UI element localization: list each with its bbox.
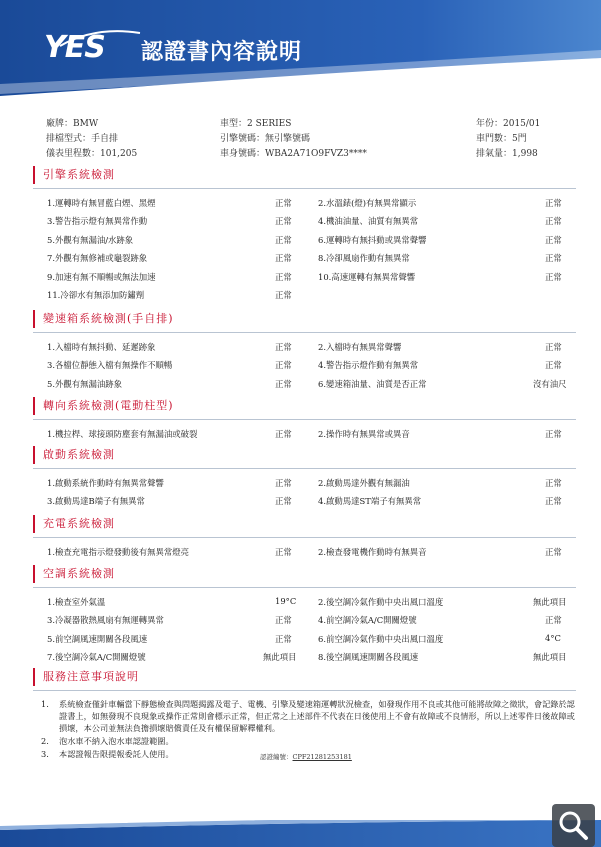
check-item: 5.外觀有無漏油跡象 xyxy=(47,378,122,389)
check-item: 4.機油油量、油質有無異常 xyxy=(318,216,419,227)
check-row xyxy=(33,359,576,377)
check-status: 無此項目 xyxy=(533,597,567,607)
check-item: 6.變速箱油量、油質是否正常 xyxy=(318,378,427,389)
section-title: 啟動系統檢測 xyxy=(43,448,115,461)
check-item: 1.檢查充電指示燈發動後有無異常燈亮 xyxy=(47,547,189,557)
check-status: 正常 xyxy=(275,342,292,352)
check-row xyxy=(33,234,576,252)
check-item: 2.檢查發電機作動時有無異音 xyxy=(318,547,427,557)
note-item xyxy=(41,698,576,734)
check-item: 6.運轉時有無抖動或異常聲響 xyxy=(318,234,427,245)
note-text: 本認證報告限提報委託人使用。 xyxy=(59,749,174,759)
charging-section xyxy=(33,515,576,557)
check-status: 正常 xyxy=(545,360,562,371)
section-title: 服務注意事項說明 xyxy=(43,670,139,683)
section-divider xyxy=(33,587,576,588)
check-item: 1.運轉時有無冒藍白煙、黑煙 xyxy=(47,198,156,208)
ac-section xyxy=(33,565,576,663)
check-row xyxy=(33,378,576,396)
check-item: 3.警告指示燈有無異常作動 xyxy=(47,216,148,227)
check-item: 4.啟動馬達ST端子有無異常 xyxy=(318,496,422,507)
section-divider xyxy=(33,188,576,189)
note-text: 泡水車不納入泡水車認證範圍。 xyxy=(59,736,174,746)
check-status: 正常 xyxy=(545,253,562,264)
check-row xyxy=(33,428,576,446)
section-divider xyxy=(33,690,576,691)
check-item: 8.後空調風速開關各段風速 xyxy=(318,652,419,663)
check-row xyxy=(33,341,576,359)
zoom-icon[interactable] xyxy=(552,804,595,847)
section-title: 引擎系統檢測 xyxy=(43,168,115,181)
check-status: 無此項目 xyxy=(533,652,567,663)
engine-no-field: 引擎號碼：無引擎號碼 xyxy=(220,134,311,144)
check-row xyxy=(33,614,576,632)
check-row xyxy=(33,633,576,651)
check-item: 8.冷卻風扇作動有無異常 xyxy=(318,253,410,264)
section-title: 轉向系統檢測(電動柱型) xyxy=(43,399,174,412)
check-status: 無此項目 xyxy=(263,652,297,663)
check-row xyxy=(33,495,576,513)
brand-logo: YES xyxy=(44,30,105,65)
check-item: 2.水溫錶(燈)有無異常顯示 xyxy=(318,198,417,208)
check-status: 正常 xyxy=(275,378,292,389)
doors-field: 車門數：5門 xyxy=(476,134,527,144)
check-item: 10.高速運轉有無異常聲響 xyxy=(318,271,416,282)
check-status: 正常 xyxy=(275,496,292,507)
check-status: 正常 xyxy=(275,615,292,626)
check-status: 正常 xyxy=(275,198,292,208)
note-number: 2. xyxy=(41,736,49,746)
check-status: 正常 xyxy=(545,234,562,245)
check-row xyxy=(33,477,576,495)
check-status: 正常 xyxy=(545,478,562,488)
check-status: 正常 xyxy=(545,429,562,439)
year-field: 年份：2015/01 xyxy=(476,119,541,129)
certificate-label: 認證編號： xyxy=(260,753,293,761)
check-status: 正常 xyxy=(275,216,292,227)
page-title: 認證書內容說明 xyxy=(141,40,303,65)
check-item: 3.冷凝器散熱風扇有無運轉異常 xyxy=(47,615,164,626)
check-status: 正常 xyxy=(545,342,562,352)
check-item: 7.外觀有無修補或龜裂跡象 xyxy=(47,253,148,264)
transmission-field: 排檔型式：手自排 xyxy=(46,134,119,144)
header-banner xyxy=(0,0,601,96)
footer-band xyxy=(0,820,601,847)
check-item: 9.加速有無不順暢或無法加速 xyxy=(47,271,156,282)
check-status: 正常 xyxy=(275,360,292,371)
note-text: 系統檢查僅針車輛當下靜態檢查與問題揭露及電子、電機、引擎及變速箱運轉狀況檢查，如發現作用不良或其他可能將故障之徵狀，會記錄於認證書上，如無發現不良現象或操作正常則會標示正常，但正常之上述部件不代表在日後使用上不會有故障或不良情形，所以上述零件日後故障或損壞，本公司並無法負擔損壞賠償責任及有權保留解釋權利。 xyxy=(59,699,575,733)
transmission-section xyxy=(33,310,576,389)
check-item: 4.警告指示燈作動有無異常 xyxy=(318,360,419,371)
check-row xyxy=(33,197,576,215)
starting-section xyxy=(33,446,576,507)
certificate-number xyxy=(260,752,352,761)
check-status: 正常 xyxy=(545,198,562,208)
check-status: 正常 xyxy=(275,478,292,488)
check-item: 5.外觀有無漏油/水跡象 xyxy=(47,234,134,245)
check-status: 正常 xyxy=(275,271,292,282)
section-divider xyxy=(33,537,576,538)
note-item xyxy=(41,735,576,747)
model-field: 車型：2 SERIES xyxy=(220,119,292,129)
check-status: 正常 xyxy=(275,289,292,300)
check-item: 1.機拉桿、球接頭防塵套有無漏油或破裂 xyxy=(47,429,198,439)
check-row xyxy=(33,271,576,289)
check-status: 正常 xyxy=(275,429,292,439)
check-status: 正常 xyxy=(545,547,562,557)
note-number: 1. xyxy=(41,699,49,709)
check-status: 正常 xyxy=(545,615,562,626)
check-item: 11.冷卻水有無添加防鏽劑 xyxy=(47,289,145,300)
note-number: 3. xyxy=(41,749,49,759)
brand-field: 廠牌：BMW xyxy=(46,119,99,129)
check-item: 1.入檔時有無抖動、延遲跡象 xyxy=(47,342,156,352)
check-status: 正常 xyxy=(545,216,562,227)
check-item: 3.各檔位靜態入檔有無操作不順暢 xyxy=(47,360,173,371)
check-status: 正常 xyxy=(275,547,292,557)
check-row xyxy=(33,596,576,614)
section-divider xyxy=(33,468,576,469)
check-item: 1.啟動系統作動時有無異常聲響 xyxy=(47,478,164,488)
check-status: 正常 xyxy=(275,253,292,264)
check-item: 2.後空調冷氣作動中央出風口溫度 xyxy=(318,597,444,607)
check-item: 2.入檔時有無異常聲響 xyxy=(318,342,402,352)
vin-field: 車身號碼：WBA2A71O9FVZ3**** xyxy=(220,149,367,159)
check-row xyxy=(33,651,576,669)
check-row xyxy=(33,252,576,270)
check-status: 19°C xyxy=(275,596,297,606)
check-item: 2.啟動馬達外觀有無漏油 xyxy=(318,478,410,488)
check-status: 沒有油尺 xyxy=(533,378,567,389)
engine-section xyxy=(33,166,576,300)
check-item: 7.後空調冷氣A/C開關燈號 xyxy=(47,652,146,663)
check-item: 2.操作時有無異常或異音 xyxy=(318,429,410,439)
check-status: 正常 xyxy=(275,633,292,644)
check-status: 正常 xyxy=(545,271,562,282)
check-row xyxy=(33,546,576,564)
section-title: 空調系統檢測 xyxy=(43,567,115,580)
check-row xyxy=(33,289,576,307)
check-status: 正常 xyxy=(545,496,562,507)
check-item: 6.前空調冷氣作動中央出風口溫度 xyxy=(318,633,444,644)
section-title: 充電系統檢測 xyxy=(43,517,115,530)
check-row xyxy=(33,215,576,233)
check-item: 4.前空調冷氣A/C開關燈號 xyxy=(318,615,417,626)
mileage-field: 儀表里程數：101,205 xyxy=(46,149,138,159)
check-item: 1.檢查室外氣溫 xyxy=(47,597,106,607)
section-title: 變速箱系統檢測(手自排) xyxy=(43,312,174,325)
section-divider xyxy=(33,419,576,420)
check-item: 5.前空調風速開關各段風速 xyxy=(47,633,148,644)
certificate-value: CPF21281253181 xyxy=(292,753,352,761)
displacement-field: 排氣量：1,998 xyxy=(476,149,538,159)
check-item: 3.啟動馬達B端子有無異常 xyxy=(47,496,145,507)
steering-section xyxy=(33,397,576,439)
section-divider xyxy=(33,332,576,333)
check-status: 4°C xyxy=(545,632,561,643)
check-status: 正常 xyxy=(275,234,292,245)
vehicle-info xyxy=(46,116,566,161)
